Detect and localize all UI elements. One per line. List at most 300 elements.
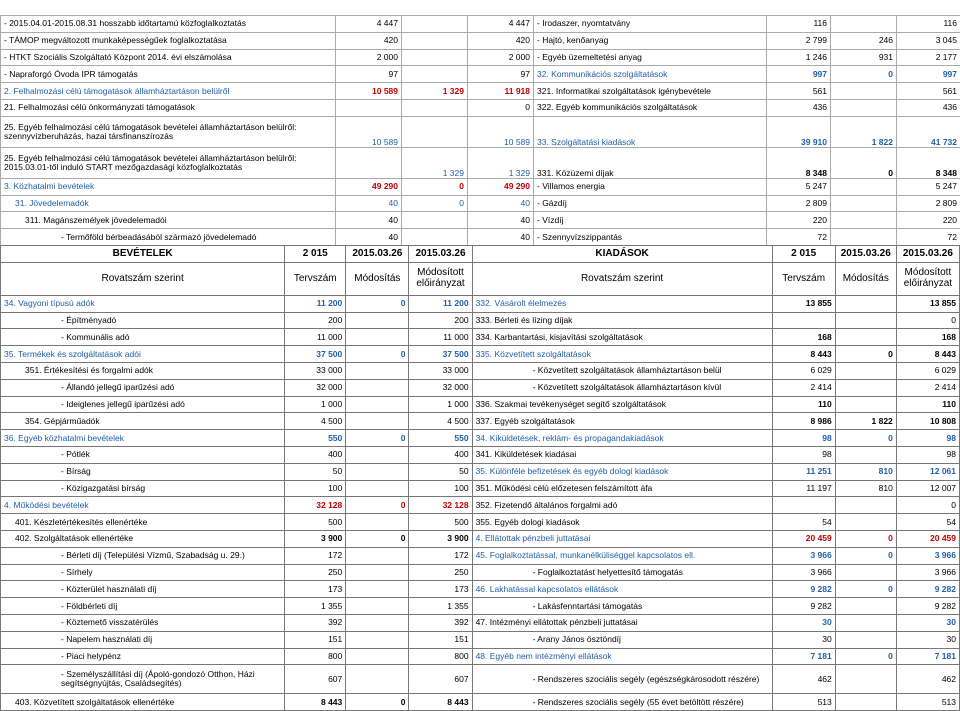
- expense-label: - Közvetített szolgáltatások államháztartáson belül: [472, 362, 772, 379]
- income-modified: 8 443: [409, 694, 472, 711]
- expense-label: 334. Karbantartási, kisjavítási szolgáltatások: [472, 329, 772, 346]
- expense-plan: 561: [767, 83, 831, 100]
- table-row: [1, 379, 960, 396]
- income-mod: [402, 49, 468, 66]
- income-plan: 151: [285, 631, 346, 648]
- expense-modified: 0: [896, 312, 959, 329]
- expense-modified: 997: [897, 66, 960, 83]
- income-plan: 4 447: [336, 16, 402, 33]
- expense-label: 45. Foglalkoztatással, munkanélküliséggel kapcsolatos ell.: [472, 547, 772, 564]
- budget-table-body: [1, 295, 960, 710]
- expense-mod: 931: [831, 49, 897, 66]
- expense-plan: 11 197: [772, 480, 835, 497]
- expense-modified: 72: [897, 229, 960, 246]
- expense-label: - Rendszeres szociális segély (55 évet betöltött részére): [472, 694, 772, 711]
- income-modified: 10 589: [468, 116, 534, 147]
- income-modified: 11 000: [409, 329, 472, 346]
- table-row: [1, 413, 960, 430]
- income-modified: 420: [468, 32, 534, 49]
- table-row: [1, 396, 960, 413]
- income-plan: 11 200: [285, 295, 346, 312]
- income-mod: [346, 598, 409, 615]
- expense-label: - Rendszeres szociális segély (egészségkárosodott részére): [472, 665, 772, 694]
- expense-modified: 8 443: [896, 346, 959, 363]
- income-mod: [402, 229, 468, 246]
- income-modified: 32 000: [409, 379, 472, 396]
- expense-plan: 436: [767, 99, 831, 116]
- income-modified: 400: [409, 446, 472, 463]
- income-label: 4. Működési bevételek: [1, 497, 285, 514]
- income-plan: 1 000: [285, 396, 346, 413]
- expense-modified: 9 282: [896, 581, 959, 598]
- income-label: 402. Szolgáltatások ellenértéke: [1, 530, 285, 547]
- expense-plan: 2 799: [767, 32, 831, 49]
- income-modified: 0: [468, 99, 534, 116]
- income-plan: 173: [285, 581, 346, 598]
- expense-modified: 20 459: [896, 530, 959, 547]
- expense-plan: 5 247: [767, 178, 831, 195]
- income-plan: 172: [285, 547, 346, 564]
- expense-label: - Gázdíj: [534, 195, 767, 212]
- income-plan: 50: [285, 463, 346, 480]
- income-plan: 10 589: [336, 83, 402, 100]
- expense-mod: [831, 83, 897, 100]
- income-plan: 1 355: [285, 598, 346, 615]
- income-modified: 2 000: [468, 49, 534, 66]
- income-modified: 172: [409, 547, 472, 564]
- income-modified: 37 500: [409, 346, 472, 363]
- income-modified: 250: [409, 564, 472, 581]
- column-header: Módosítás: [346, 262, 409, 295]
- table-row: [1, 346, 960, 363]
- table-row: [1, 480, 960, 497]
- income-plan: 392: [285, 614, 346, 631]
- expense-mod: 246: [831, 32, 897, 49]
- expense-modified: 436: [897, 99, 960, 116]
- column-header: Rovatszám szerint: [1, 262, 285, 295]
- income-plan: 3 900: [285, 530, 346, 547]
- income-label: - Állandó jellegű iparűzési adó: [1, 379, 285, 396]
- income-label: - Kommunális adó: [1, 329, 285, 346]
- income-modified: 800: [409, 648, 472, 665]
- income-label: 311. Magánszemélyek jövedelemadói: [1, 212, 336, 229]
- income-plan: 800: [285, 648, 346, 665]
- expense-modified: 9 282: [896, 598, 959, 615]
- income-modified: 550: [409, 430, 472, 447]
- income-mod: [346, 564, 409, 581]
- expense-modified: 220: [897, 212, 960, 229]
- expense-mod: [835, 446, 896, 463]
- income-modified: 33 000: [409, 362, 472, 379]
- expense-label: - Vízdíj: [534, 212, 767, 229]
- table-row: [1, 547, 960, 564]
- header-row: [1, 246, 960, 263]
- table-row: [1, 497, 960, 514]
- income-label: 403. Közvetített szolgáltatások ellenértéke: [1, 694, 285, 711]
- income-plan: 97: [336, 66, 402, 83]
- expense-modified: 2 414: [896, 379, 959, 396]
- table-row: [1, 178, 960, 195]
- column-header: Módosított előirányzat: [409, 262, 472, 295]
- expense-plan: 462: [772, 665, 835, 694]
- expense-modified: 513: [896, 694, 959, 711]
- income-plan: 400: [285, 446, 346, 463]
- expense-label: 337. Egyéb szolgáltatások: [472, 413, 772, 430]
- table-row: [1, 32, 960, 49]
- income-mod: [402, 116, 468, 147]
- income-label: 2. Felhalmozási célú támogatások államháztartáson belülről: [1, 83, 336, 100]
- income-mod: 0: [346, 295, 409, 312]
- income-mod: [346, 648, 409, 665]
- income-label: 351. Értékesítési és forgalmi adók: [1, 362, 285, 379]
- income-modified: 500: [409, 514, 472, 531]
- expense-modified: 54: [896, 514, 959, 531]
- income-label: 31. Jövedelemadók: [1, 195, 336, 212]
- income-mod: 0: [402, 178, 468, 195]
- header-date: 2015.03.26: [896, 246, 959, 263]
- income-mod: [402, 99, 468, 116]
- column-header: Módosítás: [835, 262, 896, 295]
- expense-label: - Szennyvízszippantás: [534, 229, 767, 246]
- expense-plan: 110: [772, 396, 835, 413]
- table-row: [1, 631, 960, 648]
- income-plan: 40: [336, 229, 402, 246]
- expense-label: - Arany János ösztöndíj: [472, 631, 772, 648]
- expense-modified: 3 966: [896, 564, 959, 581]
- expense-label: 322. Egyéb kommunikációs szolgáltatások: [534, 99, 767, 116]
- expense-modified: 116: [897, 16, 960, 33]
- table-row: [1, 212, 960, 229]
- income-mod: [346, 329, 409, 346]
- expense-plan: 9 282: [772, 598, 835, 615]
- expense-plan: 11 251: [772, 463, 835, 480]
- income-modified: 1 355: [409, 598, 472, 615]
- income-modified: 40: [468, 212, 534, 229]
- income-plan: 32 000: [285, 379, 346, 396]
- expense-mod: 1 822: [835, 413, 896, 430]
- expense-modified: 10 808: [896, 413, 959, 430]
- expense-modified: 98: [896, 446, 959, 463]
- expense-label: 46. Lakhatással kapcsolatos ellátások: [472, 581, 772, 598]
- table-row: [1, 514, 960, 531]
- expense-plan: 997: [767, 66, 831, 83]
- expense-modified: 13 855: [896, 295, 959, 312]
- table-row: [1, 16, 960, 33]
- expense-mod: [835, 631, 896, 648]
- income-plan: 2 000: [336, 49, 402, 66]
- expense-label: - Közvetített szolgáltatások államháztartáson kívül: [472, 379, 772, 396]
- expense-plan: 72: [767, 229, 831, 246]
- expense-mod: [831, 229, 897, 246]
- expense-modified: 30: [896, 631, 959, 648]
- expense-plan: [772, 312, 835, 329]
- income-mod: [346, 413, 409, 430]
- income-plan: 33 000: [285, 362, 346, 379]
- income-mod: [346, 665, 409, 694]
- expense-plan: 1 246: [767, 49, 831, 66]
- expense-modified: 41 732: [897, 116, 960, 147]
- expense-label: 321. Informatikai szolgáltatások igénybevétele: [534, 83, 767, 100]
- header-date: 2015.03.26: [346, 246, 409, 263]
- expense-modified: 110: [896, 396, 959, 413]
- expense-modified: 5 247: [897, 178, 960, 195]
- expense-label: 47. Intézményi ellátottak pénzbeli juttatásai: [472, 614, 772, 631]
- income-label: - 2015.04.01-2015.08.31 hosszabb időtartamú közfoglalkoztatás: [1, 16, 336, 33]
- income-modified: 49 290: [468, 178, 534, 195]
- table-row: [1, 694, 960, 711]
- income-modified: 100: [409, 480, 472, 497]
- income-label: - HTKT Szociális Szolgáltató Központ 2014. évi elszámolása: [1, 49, 336, 66]
- expense-plan: 39 910: [767, 116, 831, 147]
- income-mod: 0: [346, 430, 409, 447]
- expense-mod: [835, 514, 896, 531]
- header-date: 2015.03.26: [835, 246, 896, 263]
- income-plan: 11 000: [285, 329, 346, 346]
- income-mod: 1 329: [402, 83, 468, 100]
- income-section-title: BEVÉTELEK: [1, 246, 285, 263]
- expense-label: 341. Kiküldetések kiadásai: [472, 446, 772, 463]
- income-mod: [346, 547, 409, 564]
- expense-modified: 3 045: [897, 32, 960, 49]
- income-modified: 11 200: [409, 295, 472, 312]
- expense-plan: 9 282: [772, 581, 835, 598]
- expense-plan: 30: [772, 631, 835, 648]
- income-modified: 11 918: [468, 83, 534, 100]
- expense-section-title: KIADÁSOK: [472, 246, 772, 263]
- income-modified: 40: [468, 229, 534, 246]
- expense-modified: 3 966: [896, 547, 959, 564]
- table-row: [1, 116, 960, 147]
- income-plan: 4 500: [285, 413, 346, 430]
- expense-mod: [835, 362, 896, 379]
- expense-label: 34. Kiküldetések, reklám- és propagandakiadások: [472, 430, 772, 447]
- expense-mod: 1 822: [831, 116, 897, 147]
- expense-plan: 8 986: [772, 413, 835, 430]
- income-mod: [402, 212, 468, 229]
- table-row: [1, 430, 960, 447]
- header-year: 2 015: [285, 246, 346, 263]
- expense-modified: 12 061: [896, 463, 959, 480]
- table-row: [1, 648, 960, 665]
- income-plan: [336, 147, 402, 178]
- expense-plan: 8 348: [767, 147, 831, 178]
- income-label: - Napelem használati díj: [1, 631, 285, 648]
- income-label: 21. Felhalmozási célú önkormányzati támogatások: [1, 99, 336, 116]
- table-row: [1, 463, 960, 480]
- income-mod: [346, 362, 409, 379]
- table-row: [1, 598, 960, 615]
- income-label: - Termőföld bérbeadásából származó jövedelemadó: [1, 229, 336, 246]
- expense-mod: [835, 694, 896, 711]
- income-plan: 500: [285, 514, 346, 531]
- income-mod: 0: [346, 497, 409, 514]
- expense-plan: 116: [767, 16, 831, 33]
- expense-label: 33. Szolgáltatási kiadások: [534, 116, 767, 147]
- income-mod: [402, 32, 468, 49]
- income-modified: 40: [468, 195, 534, 212]
- expense-modified: 2 809: [897, 195, 960, 212]
- income-plan: 607: [285, 665, 346, 694]
- expense-mod: [835, 396, 896, 413]
- income-label: - Közterület használati díj: [1, 581, 285, 598]
- expense-label: 351. Működési célú előzetesen felszámított áfa: [472, 480, 772, 497]
- expense-modified: 12 007: [896, 480, 959, 497]
- expense-mod: [831, 178, 897, 195]
- income-modified: 50: [409, 463, 472, 480]
- table-row: [1, 530, 960, 547]
- income-plan: 420: [336, 32, 402, 49]
- column-header: Tervszám: [285, 262, 346, 295]
- expense-plan: 30: [772, 614, 835, 631]
- income-modified: 97: [468, 66, 534, 83]
- table-row: [1, 66, 960, 83]
- income-mod: [346, 514, 409, 531]
- expense-modified: 8 348: [897, 147, 960, 178]
- expense-label: - Villamos energia: [534, 178, 767, 195]
- income-label: 354. Gépjárműadók: [1, 413, 285, 430]
- income-mod: [346, 631, 409, 648]
- expense-modified: 98: [896, 430, 959, 447]
- table-row: [1, 614, 960, 631]
- expense-mod: [835, 379, 896, 396]
- expense-label: 32. Kommunikációs szolgáltatások: [534, 66, 767, 83]
- income-mod: 0: [346, 346, 409, 363]
- expense-label: 335. Közvetített szolgáltatások: [472, 346, 772, 363]
- expense-label: 331. Közüzemi díjak: [534, 147, 767, 178]
- expense-plan: 220: [767, 212, 831, 229]
- expense-label: 333. Bérleti és lízing díjak: [472, 312, 772, 329]
- expense-modified: 7 181: [896, 648, 959, 665]
- income-modified: 151: [409, 631, 472, 648]
- expense-mod: 810: [835, 480, 896, 497]
- income-label: - Piaci helypénz: [1, 648, 285, 665]
- income-label: - Személyszállítási díj (Ápoló-gondozó Otthon, Házi segítségnyújtás, Családsegítés): [1, 665, 285, 694]
- expense-mod: [831, 212, 897, 229]
- income-label: 34. Vagyoni típusú adók: [1, 295, 285, 312]
- income-plan: 49 290: [336, 178, 402, 195]
- expense-modified: 462: [896, 665, 959, 694]
- expense-plan: 54: [772, 514, 835, 531]
- income-mod: 1 329: [402, 147, 468, 178]
- income-mod: [346, 312, 409, 329]
- income-label: 3. Közhatalmi bevételek: [1, 178, 336, 195]
- expense-mod: [831, 195, 897, 212]
- income-label: - Bírság: [1, 463, 285, 480]
- expense-modified: 168: [896, 329, 959, 346]
- expense-label: 336. Szakmai tevékenységet segítő szolgáltatások: [472, 396, 772, 413]
- expense-label: - Irodaszer, nyomtatvány: [534, 16, 767, 33]
- expense-plan: 7 181: [772, 648, 835, 665]
- expense-label: 35. Különféle befizetések és egyéb dologi kiadások: [472, 463, 772, 480]
- expense-mod: [831, 99, 897, 116]
- expense-mod: 0: [835, 346, 896, 363]
- income-label: - Ideiglenes jellegű iparűzési adó: [1, 396, 285, 413]
- expense-mod: [835, 329, 896, 346]
- income-label: 25. Egyéb felhalmozási célú támogatások bevételei államháztartáson belülről: szennyvízberuházás, hazai társfinanszírozás: [1, 116, 336, 147]
- table-row: [1, 83, 960, 100]
- income-mod: [402, 16, 468, 33]
- expense-mod: [835, 564, 896, 581]
- income-plan: 40: [336, 212, 402, 229]
- income-plan: 32 128: [285, 497, 346, 514]
- income-modified: 32 128: [409, 497, 472, 514]
- expense-mod: 0: [835, 648, 896, 665]
- expense-plan: 168: [772, 329, 835, 346]
- expense-plan: [772, 497, 835, 514]
- table-row: [1, 329, 960, 346]
- expense-mod: [835, 295, 896, 312]
- expense-modified: 2 177: [897, 49, 960, 66]
- expense-mod: 0: [835, 547, 896, 564]
- header-date: 2015.03.26: [409, 246, 472, 263]
- table-row: [1, 581, 960, 598]
- expense-mod: 810: [835, 463, 896, 480]
- income-modified: 392: [409, 614, 472, 631]
- income-label: 25. Egyéb felhalmozási célú támogatások bevételei államháztartáson belülről: 2015.03.01-től induló START mezőgazdasági közfoglalkoztatás: [1, 147, 336, 178]
- table-row: [1, 362, 960, 379]
- income-plan: 550: [285, 430, 346, 447]
- table-row: [1, 295, 960, 312]
- expense-modified: 30: [896, 614, 959, 631]
- expense-mod: 0: [831, 147, 897, 178]
- expense-mod: [835, 497, 896, 514]
- expense-mod: 0: [835, 581, 896, 598]
- income-label: - Földbérleti díj: [1, 598, 285, 615]
- income-plan: 250: [285, 564, 346, 581]
- income-mod: [346, 379, 409, 396]
- income-modified: 4 500: [409, 413, 472, 430]
- income-plan: 200: [285, 312, 346, 329]
- expense-modified: 6 029: [896, 362, 959, 379]
- expense-mod: 0: [835, 430, 896, 447]
- column-header: Módosított előirányzat: [896, 262, 959, 295]
- income-plan: 10 589: [336, 116, 402, 147]
- income-mod: [346, 463, 409, 480]
- expense-plan: 2 414: [772, 379, 835, 396]
- expense-mod: 0: [835, 530, 896, 547]
- expense-label: - Foglalkoztatást helyettesítő támogatás: [472, 564, 772, 581]
- income-plan: 8 443: [285, 694, 346, 711]
- expense-mod: 0: [831, 66, 897, 83]
- income-label: - TÁMOP megváltozott munkaképességűek foglalkoztatása: [1, 32, 336, 49]
- expense-plan: 2 809: [767, 195, 831, 212]
- expense-plan: 98: [772, 430, 835, 447]
- income-mod: [346, 396, 409, 413]
- expense-plan: 6 029: [772, 362, 835, 379]
- expense-plan: 13 855: [772, 295, 835, 312]
- income-mod: [346, 614, 409, 631]
- expense-label: 4. Ellátottak pénzbeli juttatásai: [472, 530, 772, 547]
- income-label: 36. Egyéb közhatalmi bevételek: [1, 430, 285, 447]
- table-row: [1, 564, 960, 581]
- expense-label: 48. Egyéb nem intézményi ellátások: [472, 648, 772, 665]
- expense-label: - Egyéb üzemeltetési anyag: [534, 49, 767, 66]
- column-header: Rovatszám szerint: [472, 262, 772, 295]
- income-label: 401. Készletértékesítés ellenértéke: [1, 514, 285, 531]
- income-modified: 1 000: [409, 396, 472, 413]
- income-modified: 200: [409, 312, 472, 329]
- table-row: [1, 665, 960, 694]
- income-mod: [346, 581, 409, 598]
- table-row: [1, 147, 960, 178]
- income-mod: 0: [402, 195, 468, 212]
- expense-modified: 561: [897, 83, 960, 100]
- expense-plan: 513: [772, 694, 835, 711]
- income-label: - Sírhely: [1, 564, 285, 581]
- header-year: 2 015: [772, 246, 835, 263]
- top-sheet: [0, 15, 960, 246]
- expense-plan: 8 443: [772, 346, 835, 363]
